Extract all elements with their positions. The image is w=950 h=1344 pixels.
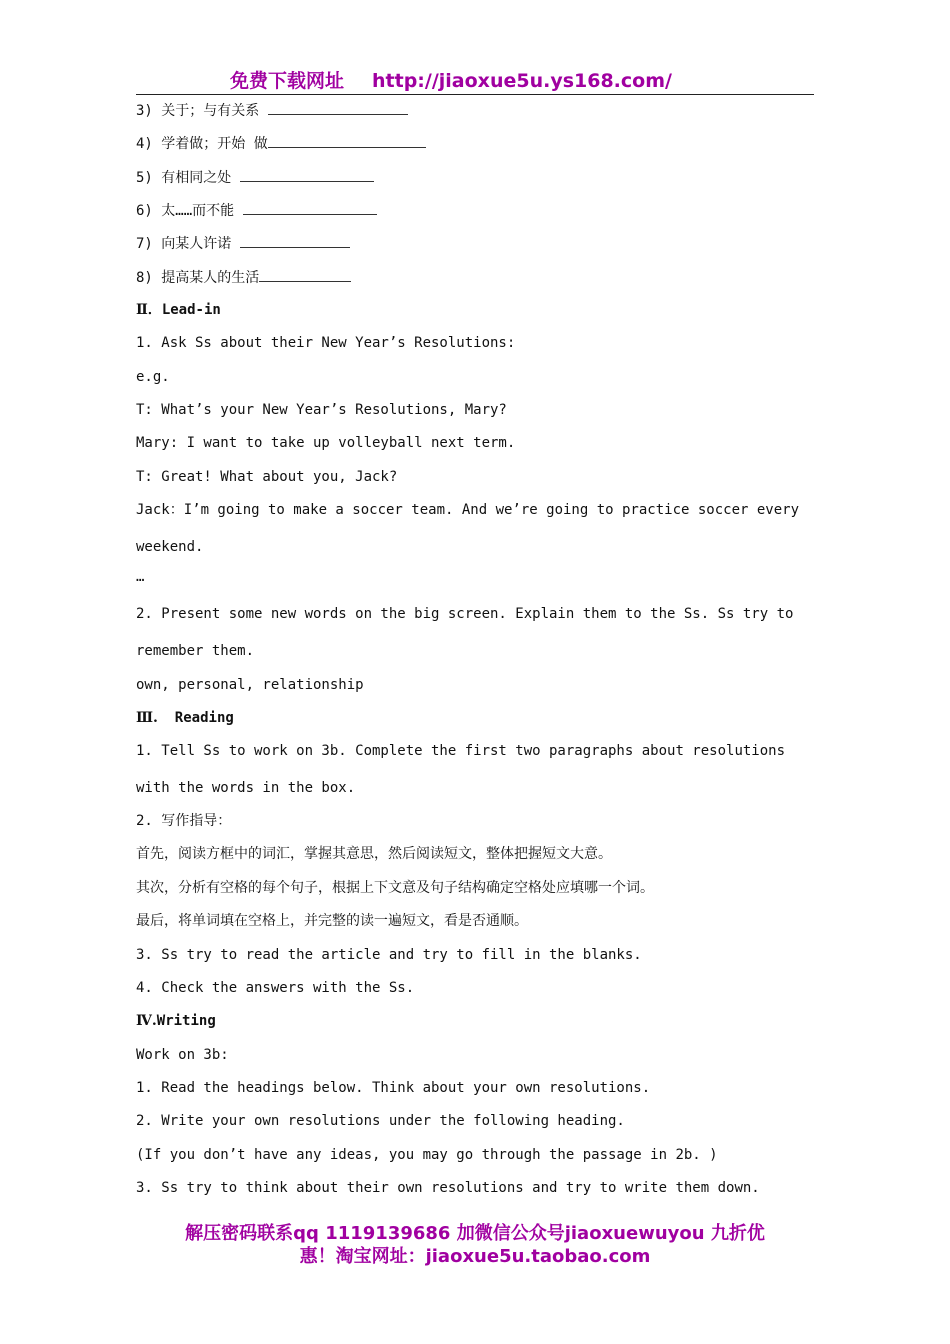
text-line: 2. Present some new words on the big screen. Explain them to the Ss. Ss try to xyxy=(136,606,794,622)
answer-blank xyxy=(243,201,377,215)
text-line: 2. Write your own resolutions under the following heading. xyxy=(136,1113,625,1129)
footer-shop-line[interactable]: 惠！淘宝网址：jiaoxue5u.taobao.com xyxy=(299,1246,651,1267)
section-heading-reading: Ⅲ. Reading xyxy=(136,710,234,726)
text-line: … xyxy=(136,569,145,585)
phrase-item: 5) 有相同之处 xyxy=(136,168,374,187)
answer-blank xyxy=(268,101,408,115)
header-text xyxy=(230,66,672,93)
text-line: Work on 3b: xyxy=(136,1047,229,1063)
footer-contact-line: 解压密码联系qq 1119139686 加微信公众号jiaoxuewuyou 九折优 xyxy=(185,1223,765,1244)
section-heading-lead-in: Ⅱ．Lead-in xyxy=(136,302,221,318)
text-line: weekend. xyxy=(136,539,204,555)
answer-blank xyxy=(268,134,426,148)
text-line: 1. Tell Ss to work on 3b. Complete the first two paragraphs about resolutions xyxy=(136,743,786,759)
answer-blank xyxy=(240,234,350,248)
header-url[interactable]: http://jiaoxue5u.ys168.com/ xyxy=(372,70,672,92)
text-line: 2. 写作指导： xyxy=(136,813,232,829)
text-line: 首先，阅读方框中的词汇，掌握其意思，然后阅读短文，整体把握短文大意。 xyxy=(136,846,612,862)
answer-blank xyxy=(259,268,351,282)
phrase-item: 3) 关于；与有关系 xyxy=(136,101,408,120)
text-line: 3. Ss try to think about their own resolutions and try to write them down. xyxy=(136,1180,760,1196)
phrase-item: 8) 提高某人的生活 xyxy=(136,268,351,287)
section-heading-writing: Ⅳ.Writing xyxy=(136,1013,216,1029)
text-line: 3. Ss try to read the article and try to fill in the blanks. xyxy=(136,947,642,963)
header-title: 免费下载网址 xyxy=(230,70,345,92)
text-line: Mary: I want to take up volleyball next term. xyxy=(136,435,516,451)
text-line: 4. Check the answers with the Ss. xyxy=(136,980,415,996)
text-line: T: Great! What about you, Jack? xyxy=(136,469,398,485)
text-line: 1. Ask Ss about their New Year’s Resolutions: xyxy=(136,335,516,351)
text-line: 最后，将单词填在空格上，并完整的读一遍短文，看是否通顺。 xyxy=(136,913,528,929)
text-line: 其次，分析有空格的每个句子，根据上下文意及句子结构确定空格处应填哪一个词。 xyxy=(136,880,654,896)
text-line: remember them. xyxy=(136,643,255,659)
text-line: Jack：I’m going to make a soccer team. And we’re going to practice soccer every xyxy=(136,502,800,518)
phrase-item: 6) 太……而不能 xyxy=(136,201,377,220)
text-line: e.g. xyxy=(136,369,170,385)
phrase-item: 7) 向某人许诺 xyxy=(136,234,350,253)
text-line: T: What’s your New Year’s Resolutions, Mary? xyxy=(136,402,507,418)
page-header xyxy=(136,66,814,95)
text-line: with the words in the box. xyxy=(136,780,356,796)
text-line: (If you don’t have any ideas, you may go through the passage in 2b. ) xyxy=(136,1147,718,1163)
text-line: 1. Read the headings below. Think about your own resolutions. xyxy=(136,1080,651,1096)
text-line: own, personal, relationship xyxy=(136,677,364,693)
answer-blank xyxy=(240,168,374,182)
phrase-item: 4) 学着做；开始 做 xyxy=(136,134,426,153)
